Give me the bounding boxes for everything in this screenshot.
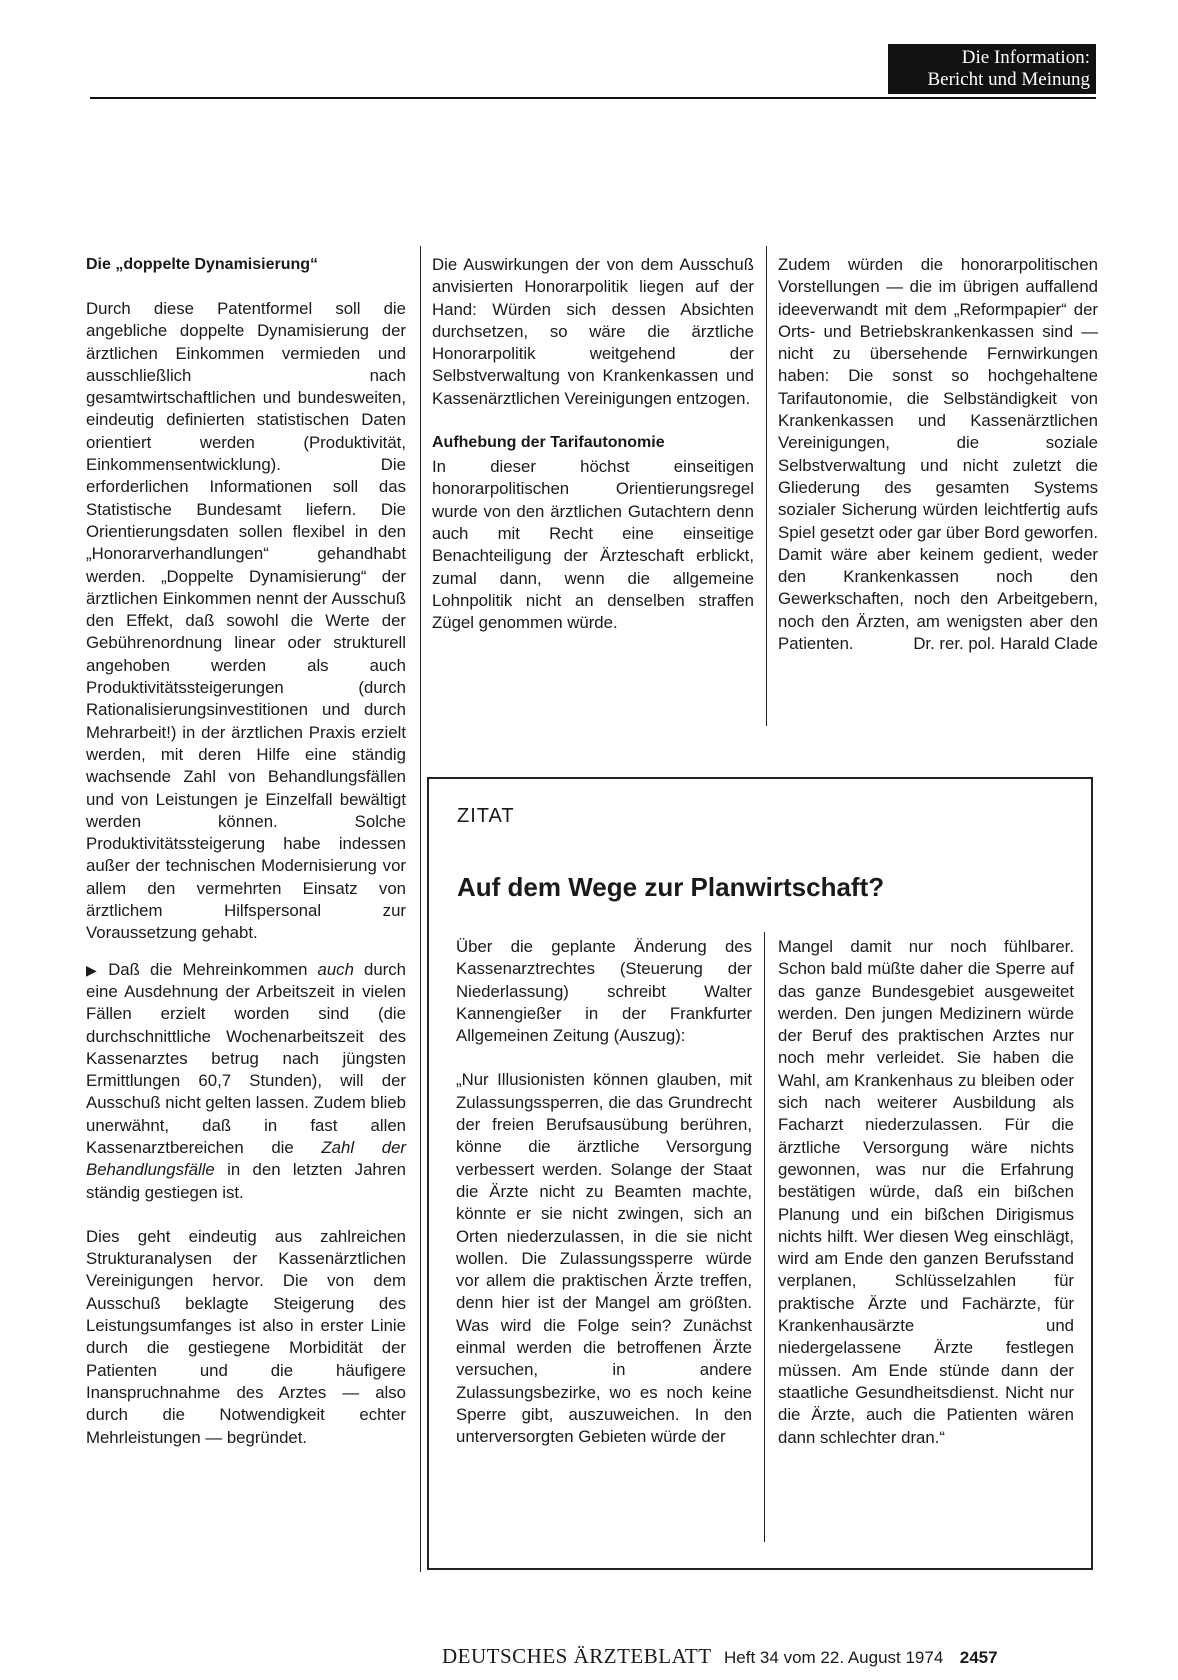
column-divider xyxy=(420,246,421,1572)
article-column-2 xyxy=(432,254,754,634)
quote-column-2 xyxy=(778,936,1074,1449)
paragraph-text: Zudem würden die honorarpolitischen Vorstellungen — die im übrigen auffallend ideeverwandt mit dem „Reformpapier“ der Orts- und Betriebskrankenkassen sind — nicht zu übersehende Fernwirkungen haben: Die sonst so hochgehaltene Tarifautonomie, die Selbständigkeit von Krankenkassen und Kassenärztlichen Vereinigungen, die soziale Selbstverwaltung und nicht zuletzt die Gliederung des gesamten Systems sozialer Sicherung würden leichtfertig aufs Spiel gesetzt oder gar über Bord geworfen. Damit wäre aber keinem gedient, weder den Krankenkassen noch den Gewerkschaften, noch den Arbeitgebern, noch den Ärzten, am wenigsten aber den Patienten. xyxy=(778,255,1098,654)
section-label-line2: Bericht und Meinung xyxy=(927,69,1090,90)
quote-title: Auf dem Wege zur Planwirtschaft? xyxy=(457,872,885,902)
paragraph: Dies geht eindeutig aus zahlreichen Strukturanalysen der Kassenärztlichen Vereinigungen hervor. Die von dem Ausschuß beklagte Steigerung des Leistungsumfanges ist also in erster Linie durch die gestiegene Morbidität der Patienten und die häufigere Inanspruchnahme des Arztes — also durch die Notwendigkeit echter Mehrleistungen — begründet. xyxy=(86,1226,406,1447)
issue-info: Heft 34 vom 22. August 1974 xyxy=(724,1648,944,1667)
quote-label: ZITAT xyxy=(457,805,515,827)
bullet-paragraph xyxy=(86,959,406,1204)
emphasis: auch xyxy=(317,959,354,979)
paragraph xyxy=(778,254,1098,655)
quote-column-1 xyxy=(456,936,752,1449)
quote-intro: Über die geplante Änderung des Kassenarztrechtes (Steuerung der Niederlassung) schreibt Walter Kannengießer in der Frankfurter Allgemeinen Zeitung (Auszug): xyxy=(456,937,752,1046)
author-signature: Dr. rer. pol. Harald Clade xyxy=(913,634,1098,654)
page-footer xyxy=(442,1644,1102,1669)
bullet-text-mid: durch eine Ausdehnung der Arbeitszeit in vielen Fällen erzielt worden sind (die durchschnittliche Wochenarbeitszeit des Kassenarztes betrug nach jüngsten Ermittlungen 60,7 Stunden), will der Ausschuß nicht gelten lassen. Zudem blieb unerwähnt, daß in fast allen Kassenarztbereichen die xyxy=(86,959,406,1157)
triangle-bullet-icon: ▶ xyxy=(86,961,103,978)
magazine-name: DEUTSCHES ÄRZTEBLATT xyxy=(442,1644,712,1668)
paragraph: Durch diese Patentformel soll die angebliche doppelte Dynamisierung der ärztlichen Einkommen vermieden und ausschließlich nach gesamtwirtschaftlichen und bundesweiten, eindeutig definierten statistischen Daten orientiert werden (Produktivität, Einkommensentwicklung). Die erforderlichen Informationen soll das Statistische Bundesamt liefern. Die Orientierungsdaten sollen flexibel in den „Honorarverhandlungen“ gehandhabt werden. „Doppelte Dynamisierung“ der ärztlichen Einkommen nennt der Ausschuß den Effekt, daß sowohl die Werte der Gebührenordnung linear oder strukturell angehoben werden als auch Produktivitätssteigerungen (durch Rationalisierungsinvestitionen und durch Mehrarbeit!) in der ärztlichen Praxis erzielt werden, mit deren Hilfe eine ständig wachsende Zahl von Behandlungsfällen und von Leistungen je Einzelfall bewältigt werden können. Solche Produktivitätssteigerung habe indessen außer der technischen Modernisierung vor allem den vermehrten Einsatz von ärztlichem Hilfspersonal zur Voraussetzung gehabt. xyxy=(86,299,406,943)
section-heading: Die „doppelte Dynamisierung“ xyxy=(86,256,319,273)
section-label-line1: Die Information: xyxy=(961,47,1090,68)
paragraph: Die Auswirkungen der von dem Ausschuß anvisierten Honorarpolitik liegen auf der Hand: Würden sich dessen Absichten durchsetzen, so wäre die ärztliche Honorarpolitik weitgehend der Selbstverwaltung von Krankenkassen und Kassenärztlichen Vereinigungen entzogen. xyxy=(432,255,754,408)
header-rule xyxy=(90,97,1096,99)
article-column-3 xyxy=(778,254,1098,655)
paragraph: In dieser höchst einseitigen honorarpolitischen Orientierungsregel wurde von den ärztlichen Gutachtern denn auch mit Recht eine einseitige Benachteiligung der Ärzteschaft erblickt, zumal dann, wenn die allgemeine Lohnpolitik nicht an denselben straffen Zügel genommen würde. xyxy=(432,457,754,633)
quote-text: Mangel damit nur noch fühlbarer. Schon bald müßte daher die Sperre auf das ganze Bundesgebiet ausgeweitet werden. Den jungen Medizinern würde der Beruf des praktischen Arztes nur noch mehr verleidet. Sie haben die Wahl, am Krankenhaus zu bleiben oder sich nach weiterer Ausbildung als Facharzt niederzulassen. Für die ärztliche Versorgung wäre nichts gewonnen, was nur die Erfahrung bestätigen würde, daß ein bißchen Planung und ein bißchen Dirigismus nichts hilft. Wer diesen Weg einschlägt, wird am Ende den ganzen Berufsstand verplanen, Schlüsselzahlen für praktische Ärzte und Fachärzte, für Krankenhausärzte und niedergelassene Ärzte festlegen müssen. Am Ende stünde dann der staatliche Gesundheitsdienst. Nicht nur die Ärzte, auch die Patienten wären dann schlechter dran.“ xyxy=(778,937,1074,1447)
bullet-text-post: in den letzten Jahren ständig gestiegen ist. xyxy=(86,1160,406,1202)
article-column-1 xyxy=(86,254,406,1449)
column-divider xyxy=(766,246,767,726)
quote-text: „Nur Illusionisten können glauben, mit Zulassungssperren, die das Grundrecht der freien Berufsausübung berühren, könne die ärztliche Versorgung verbessert werden. Solange der Staat die Ärzte nicht zu Beamten machte, könnte er sie nicht zwingen, sich an Orten niederzulassen, in die sie nicht wollen. Die Zulassungssperre würde vor allem die praktischen Ärzte treffen, denn hier ist der Mangel am größten. Was wird die Folge sein? Zunächst einmal werden die betroffenen Ärzte versuchen, in andere Zulassungsbezirke, wo es noch keine Sperre gibt, auszuweichen. In den unterversorgten Gebieten würde der xyxy=(456,1070,752,1447)
bullet-text-pre: Daß die Mehreinkommen xyxy=(108,959,308,979)
section-heading: Aufhebung der Tarifautonomie xyxy=(432,434,665,452)
page-number: 2457 xyxy=(959,1648,998,1667)
emphasis: Zahl der Behandlungsfälle xyxy=(86,1137,406,1180)
section-badge xyxy=(888,44,1096,94)
column-divider xyxy=(764,932,765,1542)
